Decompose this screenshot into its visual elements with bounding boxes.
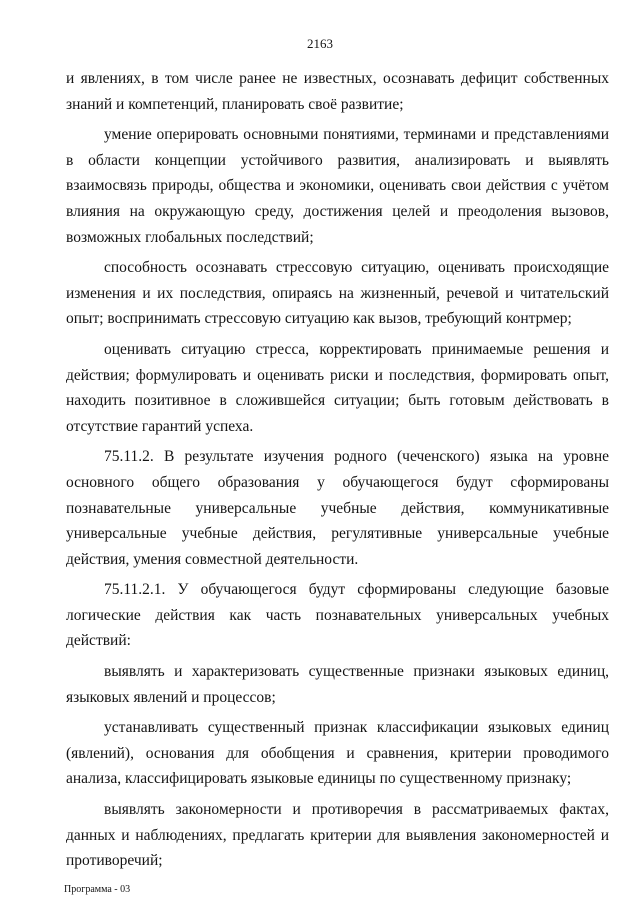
body-text [66,66,609,879]
paragraph-identify-features: выявлять и характеризовать существенные признаки языковых единиц, языковых явлений и процессов; [66,663,609,706]
paragraph-section-75-11-2-1: 75.11.2.1. У обучающегося будут сформированы следующие базовые логические действия как часть познавательных универсальных учебных действий: [66,581,609,650]
paragraph-patterns-contradictions: выявлять закономерности и противоречия в рассматриваемых фактах, данных и наблюдениях, предлагать критерии для выявления закономерностей и противоречий; [66,801,609,870]
paragraph-continuation: и явлениях, в том числе ранее не известных, осознавать дефицит собственных знаний и компетенций, планировать своё развитие; [66,70,609,113]
paragraph-stress-awareness: способность осознавать стрессовую ситуацию, оценивать происходящие изменения и их последствия, опираясь на жизненный, речевой и читательский опыт; воспринимать стрессовую ситуацию как вызов, требующий контрмер; [66,259,609,328]
page-number: 2163 [307,36,333,51]
footer-program-label: Программа - 03 [64,884,131,895]
paragraph-section-75-11-2: 75.11.2. В результате изучения родного (чеченского) языка на уровне основного общего образования у обучающегося будут сформированы познавательные универсальные учебные действия, коммуникативные универсальные учебные действия, регулятивные универсальные учебные действия, умения совместной деятельности. [66,448,609,568]
paragraph-sustainable-development: умение оперировать основными понятиями, терминами и представлениями в области концепции устойчивого развития, анализировать и выявлять взаимосвязь природы, общества и экономики, оценивать свои действия с учётом влияния на окружающую среду, достижения целей и преодоления вызовов, возможных глобальных последствий; [66,126,609,246]
paragraph-classification: устанавливать существенный признак классификации языковых единиц (явлений), основания для обобщения и сравнения, критерии проводимого анализа, классифицировать языковые единицы по существенному признаку; [66,719,609,788]
paragraph-stress-evaluation: оценивать ситуацию стресса, корректировать принимаемые решения и действия; формулировать и оценивать риски и последствия, формировать опыт, находить позитивное в сложившейся ситуации; быть готовым действовать в отсутствие гарантий успеха. [66,340,609,435]
